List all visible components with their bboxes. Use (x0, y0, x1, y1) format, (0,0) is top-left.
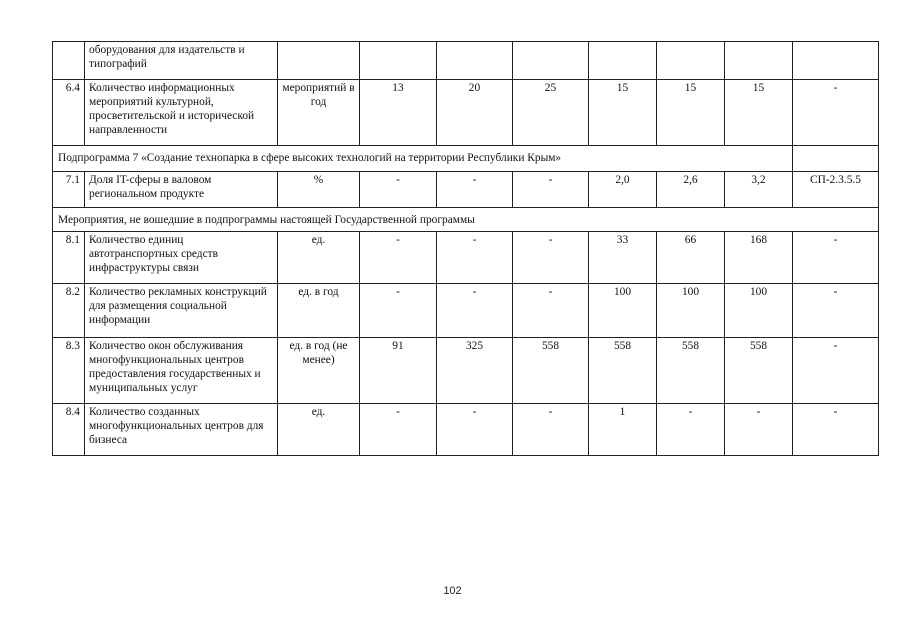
value-cell (725, 42, 793, 80)
value-cell: - (513, 232, 589, 284)
value-cell: - (437, 232, 513, 284)
indicator-name: Количество информационных мероприятий культурной, просветительской и исторической направленности (85, 80, 278, 146)
row-number (53, 42, 85, 80)
table-row (53, 404, 879, 456)
value-cell: 13 (360, 80, 437, 146)
indicators-table (52, 41, 879, 456)
row-number: 8.2 (53, 284, 85, 338)
value-cell: - (513, 172, 589, 208)
value-cell: 168 (725, 232, 793, 284)
value-cell (589, 42, 657, 80)
value-cell: 325 (437, 338, 513, 404)
value-cell: 1 (589, 404, 657, 456)
value-cell (437, 42, 513, 80)
value-cell: 15 (657, 80, 725, 146)
indicator-name: Доля IT-сферы в валовом региональном продукте (85, 172, 278, 208)
reference-cell: - (793, 284, 879, 338)
value-cell: - (360, 172, 437, 208)
section-row (53, 208, 879, 232)
value-cell: 33 (589, 232, 657, 284)
value-cell: - (513, 404, 589, 456)
value-cell: 558 (589, 338, 657, 404)
reference-cell: - (793, 338, 879, 404)
value-cell (657, 42, 725, 80)
empty-cell (793, 146, 879, 172)
value-cell: 100 (657, 284, 725, 338)
value-cell: 91 (360, 338, 437, 404)
unit-cell: ед. (278, 232, 360, 284)
unit-cell (278, 42, 360, 80)
unit-cell: ед. (278, 404, 360, 456)
unit-cell: % (278, 172, 360, 208)
value-cell: - (437, 404, 513, 456)
reference-cell: СП-2.3.5.5 (793, 172, 879, 208)
indicator-name: Количество единиц автотранспортных средств инфраструктуры связи (85, 232, 278, 284)
row-number: 7.1 (53, 172, 85, 208)
value-cell: 558 (657, 338, 725, 404)
table-row (53, 284, 879, 338)
reference-cell: - (793, 232, 879, 284)
table-row (53, 80, 879, 146)
page-number: 102 (443, 585, 462, 597)
unit-cell: мероприятий в год (278, 80, 360, 146)
reference-cell (793, 42, 879, 80)
value-cell: - (513, 284, 589, 338)
value-cell: - (360, 232, 437, 284)
value-cell: 558 (513, 338, 589, 404)
table-row (53, 232, 879, 284)
value-cell (360, 42, 437, 80)
value-cell: - (360, 404, 437, 456)
value-cell: - (725, 404, 793, 456)
unit-cell: ед. в год (278, 284, 360, 338)
value-cell: - (657, 404, 725, 456)
table-row (53, 42, 879, 80)
section-title: Подпрограмма 7 «Создание технопарка в сфере высоких технологий на территории Республики Крым» (53, 146, 793, 172)
value-cell: 100 (725, 284, 793, 338)
value-cell: 2,0 (589, 172, 657, 208)
value-cell: 3,2 (725, 172, 793, 208)
section-row (53, 146, 879, 172)
value-cell: 2,6 (657, 172, 725, 208)
value-cell: - (437, 284, 513, 338)
value-cell: 20 (437, 80, 513, 146)
value-cell: 100 (589, 284, 657, 338)
unit-cell: ед. в год (не менее) (278, 338, 360, 404)
value-cell: 558 (725, 338, 793, 404)
indicator-name: оборудования для издательств и типографий (85, 42, 278, 80)
row-number: 8.3 (53, 338, 85, 404)
reference-cell: - (793, 404, 879, 456)
section-title: Мероприятия, не вошедшие в подпрограммы настоящей Государственной программы (53, 208, 879, 232)
indicator-name: Количество рекламных конструкций для размещения социальной информации (85, 284, 278, 338)
row-number: 6.4 (53, 80, 85, 146)
value-cell: - (437, 172, 513, 208)
value-cell: 66 (657, 232, 725, 284)
value-cell: 15 (725, 80, 793, 146)
table-row (53, 172, 879, 208)
table-row (53, 338, 879, 404)
value-cell (513, 42, 589, 80)
reference-cell: - (793, 80, 879, 146)
row-number: 8.1 (53, 232, 85, 284)
value-cell: 15 (589, 80, 657, 146)
row-number: 8.4 (53, 404, 85, 456)
value-cell: - (360, 284, 437, 338)
value-cell: 25 (513, 80, 589, 146)
indicator-name: Количество окон обслуживания многофункциональных центров предоставления государственных и муниципальных услуг (85, 338, 278, 404)
indicator-name: Количество созданных многофункциональных центров для бизнеса (85, 404, 278, 456)
